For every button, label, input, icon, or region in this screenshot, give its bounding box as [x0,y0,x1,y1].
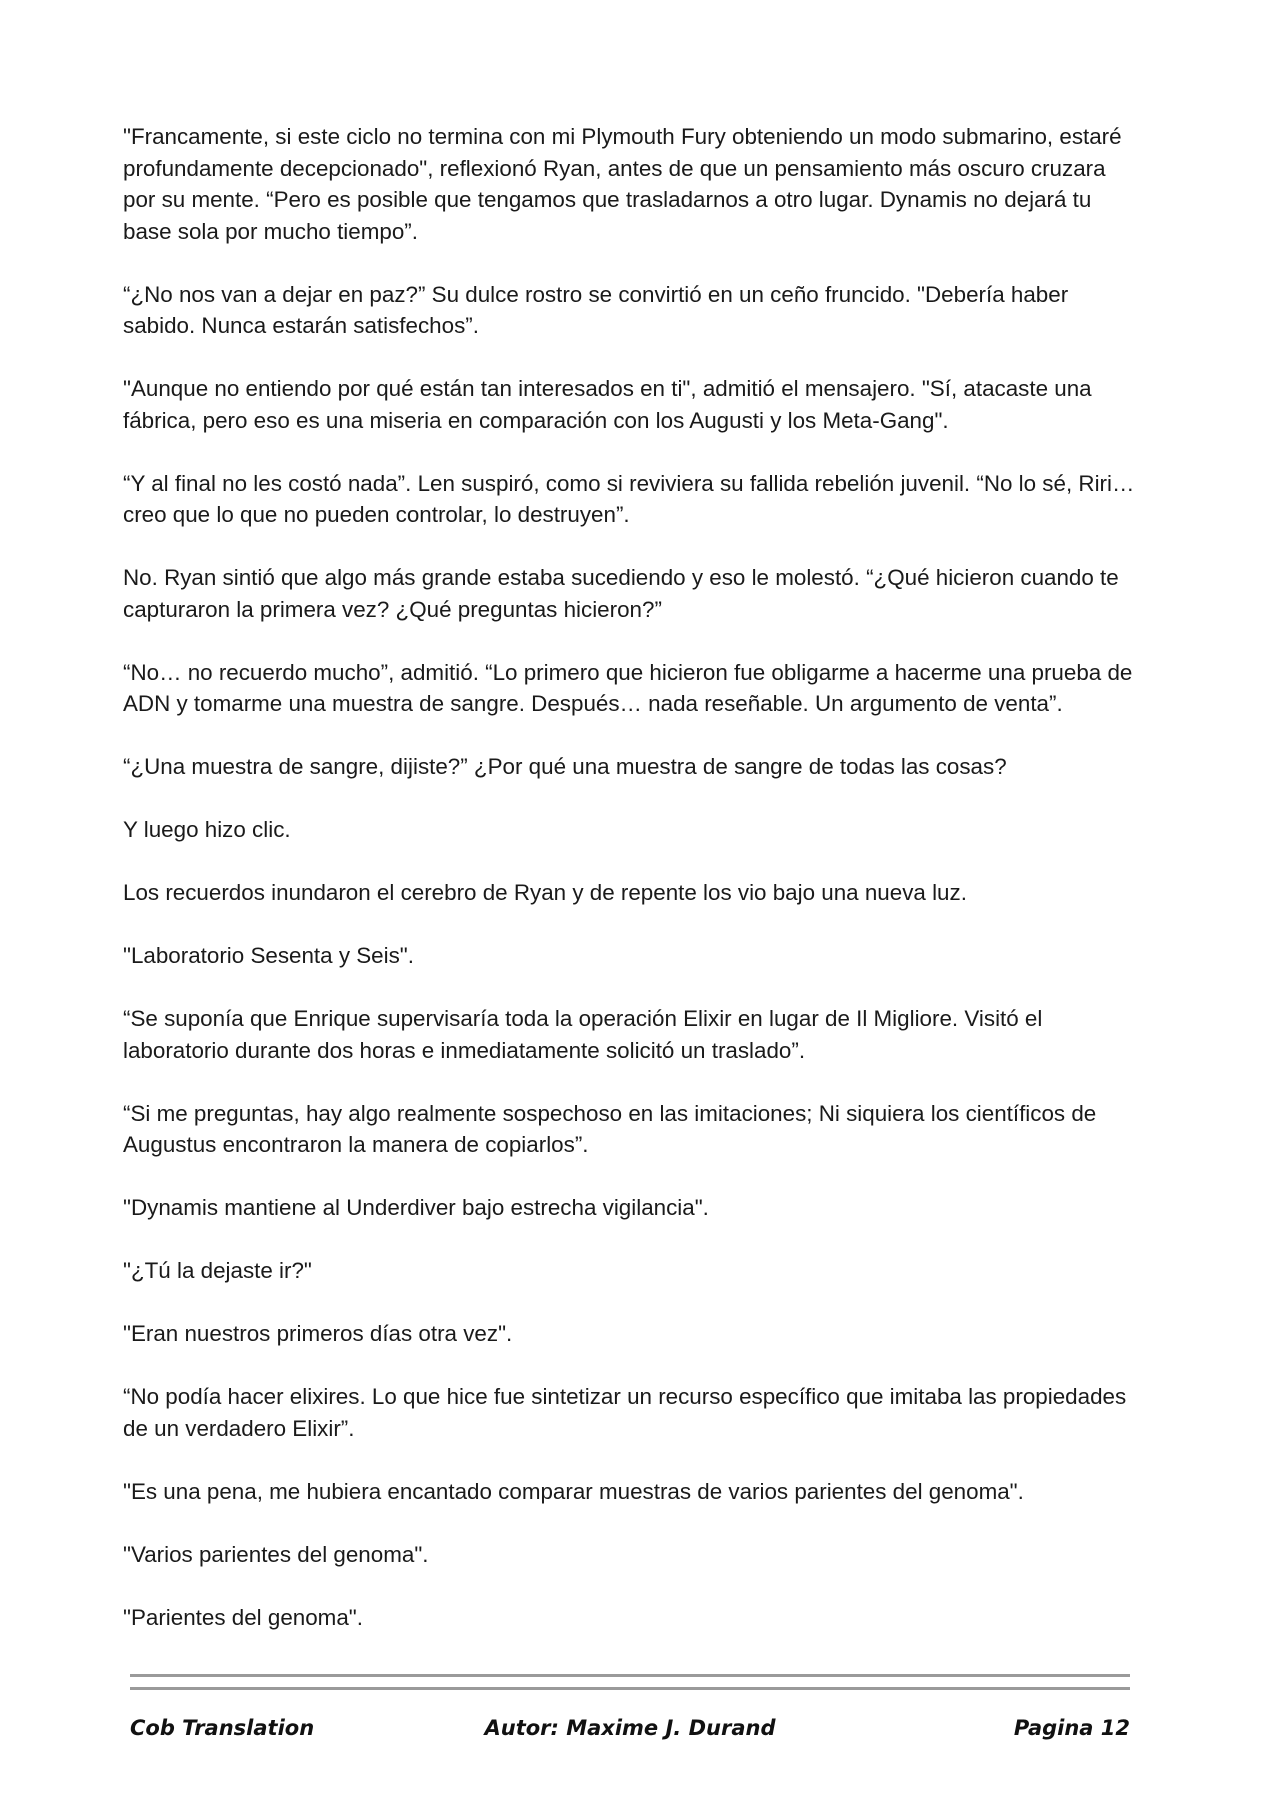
paragraph: "Aunque no entiendo por qué están tan interesados en ti", admitió el mensajero. "Sí, atacaste una fábrica, pero eso es una miseria en comparación con los Augusti y los Meta-Gang". [123,376,1092,433]
paragraph: “No podía hacer elixires. Lo que hice fue sintetizar un recurso específico que imitaba las propiedades de un verdadero Elixir”. [123,1384,1127,1441]
footer-divider [130,1674,1130,1690]
paragraph: "Varios parientes del genoma". [123,1541,429,1567]
paragraph: “No… no recuerdo mucho”, admitió. “Lo primero que hicieron fue obligarme a hacerme una prueba de ADN y tomarme una muestra de sangre. Después… nada reseñable. Un argumento de venta”. [123,659,1133,716]
paragraph: Los recuerdos inundaron el cerebro de Ryan y de repente los vio bajo una nueva luz. [123,880,967,905]
body-text [123,121,1143,1665]
paragraph: “Si me preguntas, hay algo realmente sospechoso en las imitaciones; Ni siquiera los científicos de Augustus encontraron la manera de copiarlos”. [123,1100,1097,1157]
page-footer [130,1716,1130,1750]
paragraph: "Eran nuestros primeros días otra vez". [123,1321,513,1346]
paragraph: Y luego hizo clic. [123,817,291,842]
paragraph: “¿Una muestra de sangre, dijiste?” ¿Por qué una muestra de sangre de todas las cosas? [123,754,1007,779]
footer-page-number: Pagina 12 [1013,1716,1130,1740]
footer-rule-top [130,1674,1130,1677]
paragraph: No. Ryan sintió que algo más grande estaba sucediendo y eso le molestó. “¿Qué hicieron cuando te capturaron la primera vez? ¿Qué preguntas hicieron?” [123,565,1119,622]
footer-author: Autor: Maxime J. Durand [484,1716,776,1740]
paragraph: "Es una pena, me hubiera encantado comparar muestras de varios parientes del genoma". [123,1478,1024,1504]
footer-rule-bottom [130,1687,1130,1690]
paragraph: "Francamente, si este ciclo no termina con mi Plymouth Fury obteniendo un modo submarino, estaré profundamente decepcionado", reflexionó Ryan, antes de que un pensamiento más oscuro cruzara por su mente. “Pero es posible que tengamos que trasladarnos a otro lugar. Dynamis no dejará tu base sola por mucho tiempo”. [123,124,1122,244]
paragraph: "Laboratorio Sesenta y Seis". [123,943,414,968]
paragraph: "Dynamis mantiene al Underdiver bajo estrecha vigilancia". [123,1195,709,1220]
paragraph: "Parientes del genoma". [123,1604,363,1630]
paragraph: “Se suponía que Enrique supervisaría toda la operación Elixir en lugar de Il Migliore. Visitó el laboratorio durante dos horas e inmediatamente solicitó un traslado”. [123,1006,1043,1063]
footer-translator: Cob Translation [130,1716,315,1740]
paragraph: “Y al final no les costó nada”. Len suspiró, como si reviviera su fallida rebelión juvenil. “No lo sé, Riri… creo que lo que no pueden controlar, lo destruyen”. [123,470,1135,527]
paragraph: "¿Tú la dejaste ir?" [123,1258,312,1283]
paragraph: “¿No nos van a dejar en paz?” Su dulce rostro se convirtió en un ceño fruncido. "Debería haber sabido. Nunca estarán satisfechos”. [123,281,1069,338]
